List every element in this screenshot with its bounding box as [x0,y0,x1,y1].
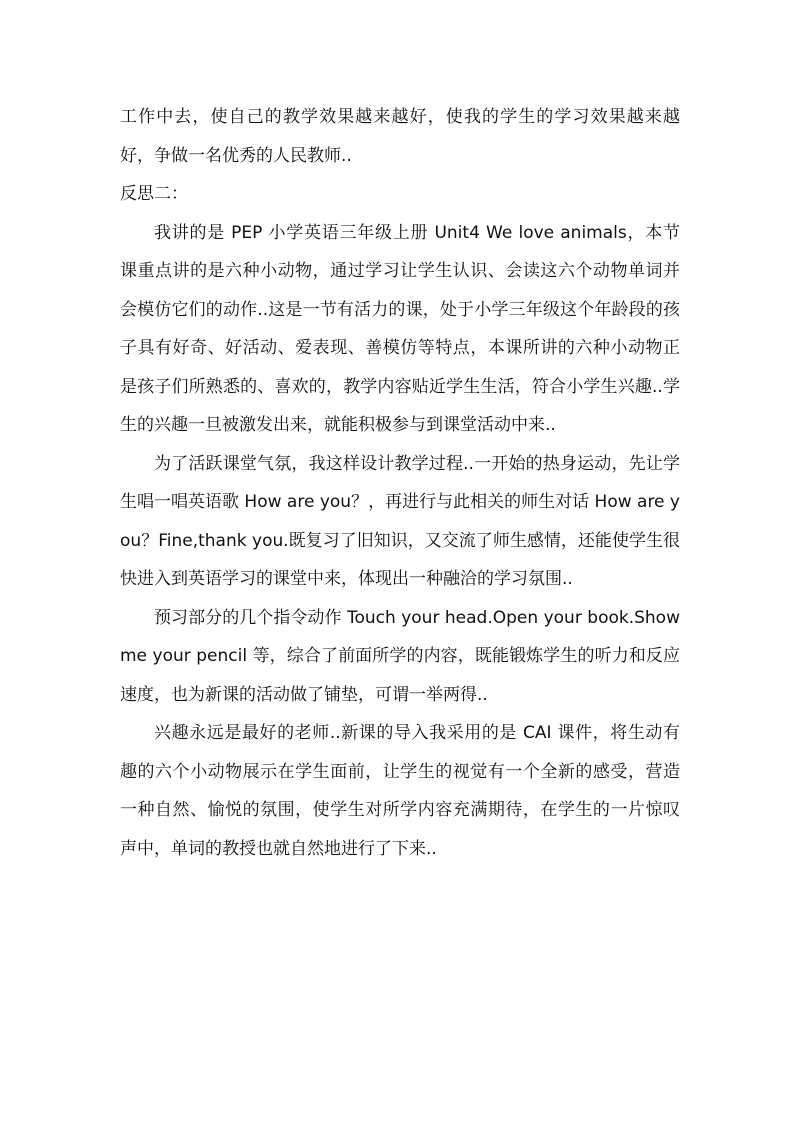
section-heading: 反思二： [120,184,188,204]
paragraph-continuation: 工作中去，使自己的教学效果越来越好，使我的学生的学习效果越来越好，争做一名优秀的人民教师.. [120,107,680,166]
paragraph-warm-up: 为了活跃课堂气氛，我这样设计教学过程..一开始的热身运动，先让学生唱一唱英语歌 How are you？，再进行与此相关的师生对话 How are you？Fine,thank you.既复习了旧知识，又交流了师生感情，还能使学生很快进入到英语学习的课堂中来，体现出一种融洽的学习氛围.. [120,453,680,589]
body-text [120,98,680,868]
paragraph-introduction: 兴趣永远是最好的老师..新课的导入我采用的是 CAI 课件，将生动有趣的六个小动物展示在学生面前，让学生的视觉有一个全新的感受，营造一种自然、愉悦的氛围，使学生对所学内容充满期待，在学生的一片惊叹声中，单词的教授也就自然地进行了下来.. [120,723,680,859]
paragraph-preview: 预习部分的几个指令动作 Touch your head.Open your book.Show me your pencil 等，综合了前面所学的内容，既能锻炼学生的听力和反应速度，也为新课的活动做了铺垫，可谓一举两得.. [120,607,680,705]
paragraph-lesson-overview: 我讲的是 PEP 小学英语三年级上册 Unit4 We love animals，本节课重点讲的是六种小动物，通过学习让学生认识、会读这六个动物单词并会模仿它们的动作..这是一节有活力的课，处于小学三年级这个年龄段的孩子具有好奇、好活动、爱表现、善模仿等特点，本课所讲的六种小动物正是孩子们所熟悉的、喜欢的，教学内容贴近学生生活，符合小学生兴趣..学生的兴趣一旦被激发出来，就能积极参与到课堂活动中来.. [120,222,680,435]
